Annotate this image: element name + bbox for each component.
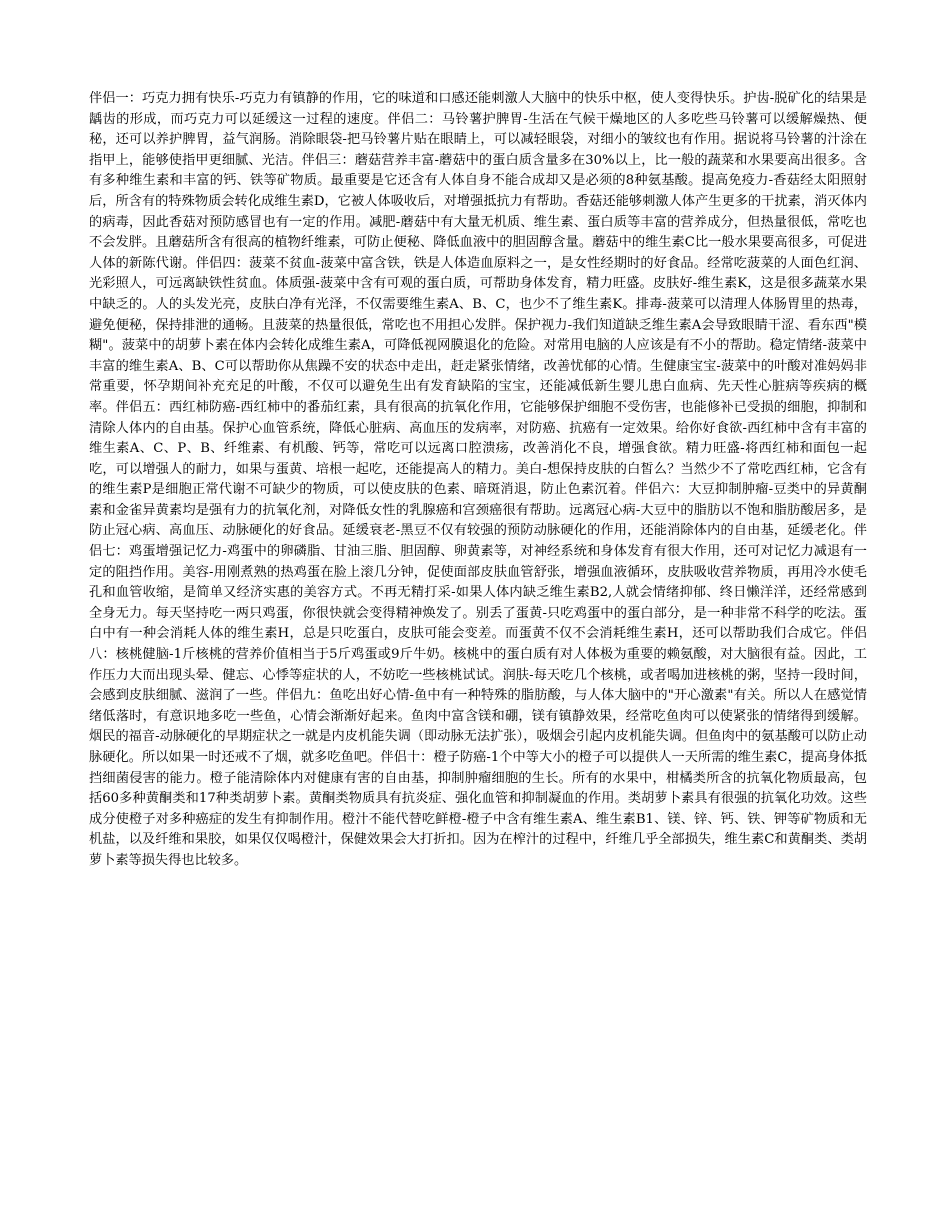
body-paragraph: 伴侣一：巧克力拥有快乐-巧克力有镇静的作用，它的味道和口感还能刺激人大脑中的快乐中枢，使人变得快乐。护齿-脱矿化的结果是龋齿的形成，而巧克力可以延缓这一过程的速度。伴侣二：马铃薯护脾胃-生活在气候干燥地区的人多吃些马铃薯可以缓解燥热、便秘，还可以养护脾胃，益气润肠。消除眼袋-把马铃薯片贴在眼睛上，可以减轻眼袋，对细小的皱纹也有作用。据说将马铃薯的汁涂在指甲上，能够使指甲更细腻、光洁。伴侣三：蘑菇营养丰富-蘑菇中的蛋白质含量多在30%以上，比一般的蔬菜和水果要高出很多。含有多种维生素和丰富的钙、铁等矿物质。最重要是它还含有人体自身不能合成却又是必须的8种氨基酸。提高免疫力-香菇经太阳照射后，所含有的特殊物质会转化成维生素D，它被人体吸收后，对增强抵抗力有帮助。香菇还能够刺激人体产生更多的干扰素，消灭体内的病毒，因此香菇对预防感冒也有一定的作用。减肥-蘑菇中有大量无机质、维生素、蛋白质等丰富的营养成分，但热量很低，常吃也不会发胖。且蘑菇所含有很高的植物纤维素，可防止便秘、降低血液中的胆固醇含量。蘑菇中的维生素C比一般水果要高很多，可促进人体的新陈代谢。伴侣四：菠菜不贫血-菠菜中富含铁，铁是人体造血原料之一，是女性经期时的好食品。经常吃菠菜的人面色红润、光彩照人，可远离缺铁性贫血。体质强-菠菜中含有可观的蛋白质，可帮助身体发育，精力旺盛。皮肤好-维生素K，这是很多蔬菜水果中缺乏的。人的头发光亮，皮肤白净有光泽，不仅需要维生素A、B、C，也少不了维生素K。排毒-菠菜可以清理人体肠胃里的热毒，避免便秘，保持排泄的通畅。且菠菜的热量很低，常吃也不用担心发胖。保护视力-我们知道缺乏维生素A会导致眼睛干涩、看东西"模糊"。菠菜中的胡萝卜素在体内会转化成维生素A，可降低视网膜退化的危险。对常用电脑的人应该是有不小的帮助。稳定情绪-菠菜中丰富的维生素A、B、C可以帮助你从焦躁不安的状态中走出，赶走紧张情绪，改善忧郁的心情。生健康宝宝-菠菜中的叶酸对准妈妈非常重要，怀孕期间补充充足的叶酸，不仅可以避免生出有发育缺陷的宝宝，还能减低新生婴儿患白血病、先天性心脏病等疾病的概率。伴侣五：西红柿防癌-西红柿中的番茄红素，具有很高的抗氧化作用，它能够保护细胞不受伤害，也能修补已受损的细胞，抑制和清除人体内的自由基。保护心血管系统，降低心脏病、高血压的发病率，对防癌、抗癌有一定效果。给你好食欲-西红柿中含有丰富的维生素A、C、P、B、纤维素、有机酸、钙等，常吃可以远离口腔溃疡，改善消化不良，增强食欲。精力旺盛-将西红柿和面包一起吃，可以增强人的耐力，如果与蛋黄、培根一起吃，还能提高人的精力。美白-想保持皮肤的白皙么？当然少不了常吃西红柿，它含有的维生素P是细胞正常代谢不可缺少的物质，可以使皮肤的色素、暗斑消退，防止色素沉着。伴侣六：大豆抑制肿瘤-豆类中的异黄酮素和金雀异黄素均是强有力的抗氧化剂，对降低女性的乳腺癌和宫颈癌很有帮助。远离冠心病-大豆中的脂肪以不饱和脂肪酸居多，是防止冠心病、高血压、动脉硬化的好食品。延缓衰老-黑豆不仅有较强的预防动脉硬化的作用，还能消除体内的自由基，延缓老化。伴侣七：鸡蛋增强记忆力-鸡蛋中的卵磷脂、甘油三脂、胆固醇、卵黄素等，对神经系统和身体发育有很大作用，还可对记忆力减退有一定的阻挡作用。美容-用刚煮熟的热鸡蛋在脸上滚几分钟，促使面部皮肤血管舒张，增强血液循环，皮肤吸收营养物质，再用冷水使毛孔和血管收缩，是简单又经济实惠的美容方式。不再无精打采-如果人体内缺乏维生素B2,人就会情绪抑郁、终日懒洋洋，还经常感到全身无力。每天坚持吃一两只鸡蛋，你很快就会变得精神焕发了。别丢了蛋黄-只吃鸡蛋中的蛋白部分，是一种非常不科学的吃法。蛋白中有一种会消耗人体的维生素H，总是只吃蛋白，皮肤可能会变差。而蛋黄不仅不会消耗维生素H，还可以帮助我们合成它。伴侣八：核桃健脑-1斤核桃的营养价值相当于5斤鸡蛋或9斤牛奶。核桃中的蛋白质有对人体极为重要的赖氨酸，对大脑很有益。因此，工作压力大而出现头晕、健忘、心悸等症状的人，不妨吃一些核桃试试。润肤-每天吃几个核桃，或者喝加进核桃的粥，坚持一段时间，会感到皮肤细腻、滋润了一些。伴侣九：鱼吃出好心情-鱼中有一种特殊的脂肪酸，与人体大脑中的"开心激素"有关。所以人在感觉情绪低落时，有意识地多吃一些鱼，心情会渐渐好起来。鱼肉中富含镁和硼，镁有镇静效果，经常吃鱼肉可以使紧张的情绪得到缓解。烟民的福音-动脉硬化的早期症状之一就是内皮机能失调（即动脉无法扩张），吸烟会引起内皮机能失调。但鱼肉中的氨基酸可以防止动脉硬化。所以如果一时还戒不了烟，就多吃鱼吧。伴侣十：橙子防癌-1个中等大小的橙子可以提供人一天所需的维生素C，提高身体抵挡细菌侵害的能力。橙子能清除体内对健康有害的自由基，抑制肿瘤细胞的生长。所有的水果中，柑橘类所含的抗氧化物质最高，包括60多种黄酮类和17种类胡萝卜素。黄酮类物质具有抗炎症、强化血管和抑制凝血的作用。类胡萝卜素具有很强的抗氧化功效。这些成分使橙子对多种癌症的发生有抑制作用。橙汁不能代替吃鲜橙-橙子中含有维生素A、维生素B1、镁、锌、钙、铁、钾等矿物质和无机盐，以及纤维和果胶，如果仅仅喝橙汁，保健效果会大打折扣。因为在榨汁的过程中，纤维几乎全部损失，维生素C和黄酮类、类胡萝卜素等损失得也比较多。 bbox=[89, 91, 867, 868]
document-page bbox=[89, 89, 867, 872]
